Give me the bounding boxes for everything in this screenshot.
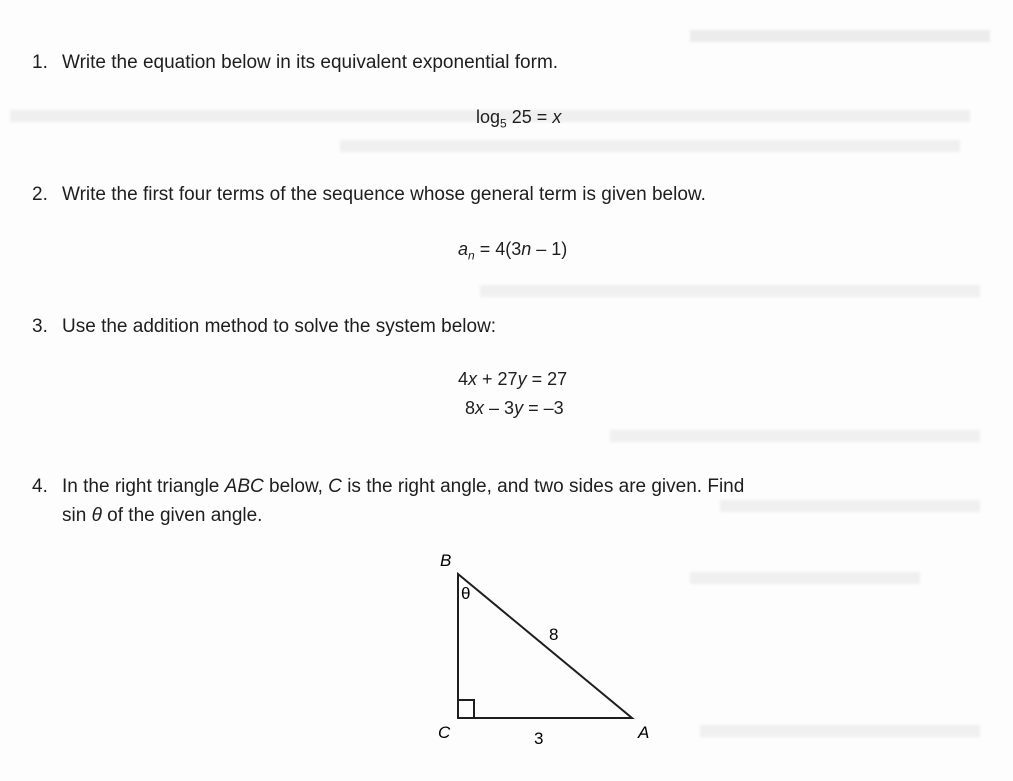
log-symbol: log <box>476 107 501 127</box>
vertex-c-ref: C <box>328 476 342 497</box>
sin-function: sin <box>62 505 87 526</box>
variable-y: y <box>514 398 524 418</box>
coefficient: 4 <box>458 369 469 389</box>
question-number: 1. <box>32 52 48 73</box>
term-a: a <box>458 239 469 259</box>
coefficient: – 3 <box>489 398 515 418</box>
variable-x: x <box>552 107 562 127</box>
question-number: 3. <box>32 316 48 337</box>
equation-part: – 1) <box>536 239 568 259</box>
coefficient: + 27 <box>482 369 518 389</box>
triangle-outline <box>458 574 632 718</box>
vertex-c-label: C <box>438 723 451 742</box>
coefficient: 8 <box>465 398 476 418</box>
equals-sign: = <box>536 107 548 127</box>
question-number: 2. <box>32 184 48 205</box>
text-part: below, <box>269 476 323 497</box>
variable-x: x <box>468 369 478 389</box>
base-length-label: 3 <box>534 729 544 748</box>
question-number: 4. <box>32 476 48 497</box>
theta-symbol: θ <box>91 505 102 526</box>
triangle-name: ABC <box>224 476 264 497</box>
question-text: Write the first four terms of the sequence whose general term is given below. <box>62 184 706 205</box>
variable-y: y <box>517 369 527 389</box>
question-text: Write the equation below in its equivalent exponential form. <box>62 52 559 73</box>
text-part: In the right triangle <box>62 476 220 497</box>
right-angle-marker <box>458 700 474 718</box>
right-hand-side: = –3 <box>528 398 564 418</box>
hypotenuse-length-label: 8 <box>549 625 559 644</box>
variable-x: x <box>475 398 485 418</box>
equation-part: = 4(3 <box>479 239 522 259</box>
question-text: Use the addition method to solve the system below: <box>62 316 497 337</box>
theta-angle-label: θ <box>461 584 471 603</box>
subscript-n: n <box>468 248 475 263</box>
text-part: is the right angle, and two sides are given. Find <box>347 476 745 497</box>
log-base: 5 <box>500 116 507 131</box>
text-part: of the given angle. <box>107 505 263 526</box>
right-hand-side: = 27 <box>531 369 568 389</box>
vertex-a-label: A <box>638 723 650 742</box>
variable-n: n <box>521 239 532 259</box>
vertex-b-label: B <box>440 551 452 570</box>
log-argument: 25 <box>511 107 532 127</box>
